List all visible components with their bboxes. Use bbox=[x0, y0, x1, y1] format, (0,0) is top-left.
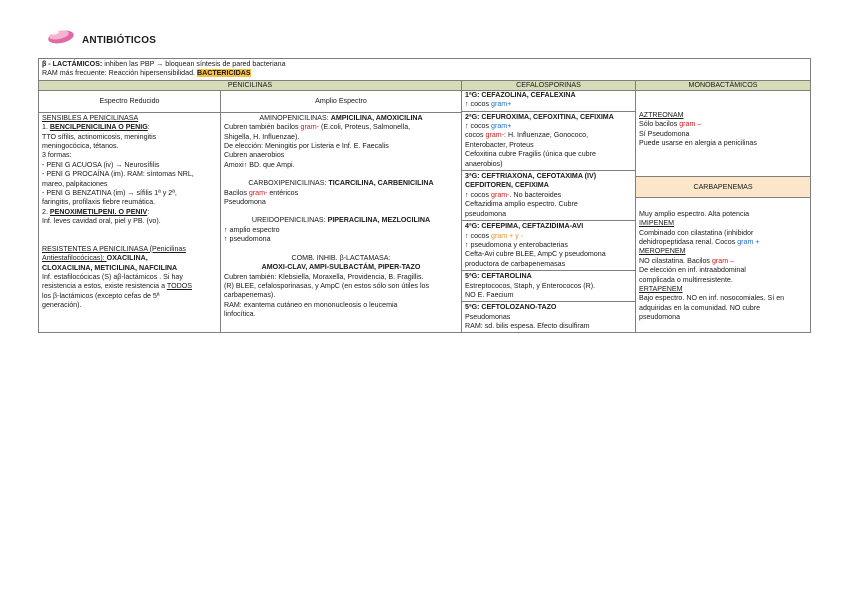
text-reducido-r2-u: TODOS bbox=[166, 282, 192, 291]
text-cefa-g3-l1-b: . No bacteroides bbox=[509, 190, 562, 199]
intro-bold: β - LACTÁMICOS: bbox=[42, 60, 103, 68]
text-cefa-g4-l1-or: gram + y - bbox=[491, 231, 524, 240]
text-amplio-c1-a: Bacilos bbox=[224, 188, 249, 197]
text-carba-me3: complicada o multirresistente. bbox=[639, 275, 733, 284]
ureidopenicilinas-drugs: PIPERACILINA, MEZLOCILINA bbox=[327, 216, 431, 225]
text-cefa-g5-l3: Pseudomonas bbox=[465, 312, 511, 321]
monobactamicos-cell bbox=[636, 90, 811, 332]
text-carba-me1-red: gram – bbox=[711, 256, 735, 265]
monobactamicos-header: MONOBACTÁMICOS bbox=[636, 80, 811, 90]
text-cefa-g3-l3: pseudomona bbox=[465, 209, 507, 218]
text-cefa-g2-l2-red: gram- bbox=[485, 131, 505, 140]
text-reducido-l1: TTO sífilis, actinomicosis, meningitis bbox=[42, 132, 157, 141]
text-cefa-g5-l2: NO E. Faecium bbox=[465, 290, 514, 299]
text-reducido-l4: - PENI G ACUOSA (iv) → Neurosífilis bbox=[42, 160, 160, 169]
gram-positive-label: gram+ bbox=[491, 100, 512, 109]
text-carba-i2-a: dehidropeptidasa renal. Cocos bbox=[639, 238, 738, 247]
text-cefa-g2-l2-b: : H. Influenzae, Gonococo, bbox=[504, 131, 589, 140]
text-amplio-m2: (R) BLEE, cefalosporinasas, y AmpC (en estos sólo son útiles los bbox=[224, 281, 430, 290]
espectro-reducido-header: Espectro Reducido bbox=[39, 90, 221, 112]
text-reducido-l2: meningocócica, tétanos. bbox=[42, 142, 119, 151]
text-cefa-g1-l1-a: ↑ cocos bbox=[465, 100, 492, 109]
penicilinas-header: PENICILINAS bbox=[39, 80, 462, 90]
text-amplio-comb-t: COMB. INHIB. β-LACTAMASA: bbox=[291, 253, 391, 262]
text-reducido-l5: - PENI G PROCAÍNA (im). RAM: síntomas NRL, bbox=[42, 170, 194, 179]
document-header bbox=[46, 21, 156, 47]
text-amplio-a2: Shigella, H. Influenzae). bbox=[224, 132, 300, 141]
text-cefa-g2-l5: anaerobios) bbox=[465, 159, 503, 168]
text-amplio-a3: De elección: Meningitis por Listeria e Inf. E. Faecalis bbox=[224, 142, 389, 151]
text-mono-a2: Sí Pseudomona bbox=[639, 129, 690, 138]
text-amplio-amino-t: AMINOPENICILINAS: bbox=[259, 113, 331, 122]
cefalosporinas-cell bbox=[462, 90, 636, 332]
text-reducido-l7: - PENI G BENZATINA (im) → sífilis 1ª y 2ª, bbox=[42, 189, 177, 198]
sensibles-title: SENSIBLES A PENICILINASA bbox=[42, 113, 139, 122]
text-carba-me1-a: NO cilastatina. Bacilos bbox=[639, 256, 712, 265]
antibiotics-table bbox=[38, 58, 810, 333]
text-reducido-p1: 1. bbox=[42, 123, 50, 132]
aztreonam-title: AZTREONAM bbox=[639, 110, 684, 119]
ertapenem-title: ERTAPENEM bbox=[639, 285, 683, 294]
inhibidores-drugs: AMOXI-CLAV, AMPI-SULBACTÁM, PIPER-TAZO bbox=[261, 263, 421, 272]
text-reducido-p2-bold: PENOXIMETILPENI. O PENIV bbox=[49, 207, 148, 216]
text-amplio-a5: Amoxi↑ BD. que Ampi. bbox=[224, 160, 295, 169]
text-reducido-p1-end: : bbox=[147, 123, 150, 132]
text-cefa-g4-l1-a: ↑ cocos bbox=[465, 231, 492, 240]
text-reducido-r2-a: resistencia a estos, existe resistencia a bbox=[42, 282, 167, 291]
text-reducido-r1: Inf. estafilocócicas (S) aβ-lactámicos . Si hay bbox=[42, 272, 183, 281]
text-amplio-c1-b: entéricos bbox=[267, 188, 299, 197]
text-reducido-l9: Inf. leves cavidad oral, piel y PB. (vo). bbox=[42, 217, 161, 226]
text-mono-a1-red: gram – bbox=[679, 120, 702, 129]
aminopenicilinas-drugs: AMPICILINA, AMOXICILINA bbox=[330, 113, 423, 122]
text-reducido-l6: mareo, palpitaciones bbox=[42, 179, 108, 188]
text-reducido-res-bold1: OXACILINA, bbox=[106, 254, 148, 263]
page-title: ANTIBIÓTICOS bbox=[82, 34, 157, 46]
text-cefa-g2-l1-blue: gram+ bbox=[491, 122, 512, 131]
text-amplio-u1: ↑ amplio espectro bbox=[224, 225, 280, 234]
text-cefa-g5-l1: Estreptococos, Staph, y Enterococos (R). bbox=[465, 281, 596, 290]
text-reducido-l8: faringitis, profilaxis fiebre reumática. bbox=[42, 198, 156, 207]
cefa-5g-ceftolozano-title: 5ªG: CEFTOLOZANO-TAZO bbox=[465, 303, 557, 312]
espectro-reducido-cell bbox=[39, 112, 221, 332]
text-reducido-p1-bold: BENCILPENICILINA O PENIG bbox=[49, 123, 148, 132]
text-amplio-a1-b: (E.coli, Proteus, Salmonella, bbox=[319, 123, 411, 132]
text-cefa-g2-l2-a: cocos bbox=[465, 131, 486, 140]
text-amplio-a1-a: Cubren también bacilos bbox=[224, 123, 301, 132]
text-carba-e2: adquiridas en la comunidad. NO cubre bbox=[639, 303, 761, 312]
text-amplio-m5: linfocítica. bbox=[224, 310, 256, 319]
ram-text: RAM más frecuente: Reacción hipersensibilidad. bbox=[42, 69, 197, 78]
text-amplio-m4: RAM: exantema cutáneo en mononucleosis o leucemia bbox=[224, 300, 398, 309]
text-reducido-p2: 2. bbox=[42, 207, 50, 216]
text-carba-intro: Muy amplio espectro. Alta potencia bbox=[639, 209, 750, 218]
text-cefa-g4-l3: Cefta-Avi cubre BLEE, AmpC y pseudomona bbox=[465, 250, 606, 259]
text-cefa-g2-l3: Enterobacter, Proteus bbox=[465, 140, 534, 149]
imipenem-title: IMIPENEM bbox=[639, 219, 675, 228]
amplio-espectro-header: Amplio Espectro bbox=[221, 90, 462, 112]
text-amplio-ureido-t: UREIDOPENICILINAS: bbox=[251, 216, 328, 225]
text-carba-me2: De elección en inf. intraabdominal bbox=[639, 266, 746, 275]
cefa-3g-title: 3ªG: CEFTRIAXONA, CEFOTAXIMA (IV) bbox=[465, 172, 597, 181]
text-amplio-carboxi-t: CARBOXIPENICILINAS: bbox=[248, 179, 329, 188]
text-carba-i1: Combinado con cilastatina (inhibidor bbox=[639, 228, 754, 237]
cefa-4g-title: 4ªG: CEFEPIMA, CEFTAZIDIMA-AVI bbox=[465, 222, 584, 231]
text-amplio-m3: carbapenemas). bbox=[224, 291, 276, 300]
text-cefa-g4-l4: productora de carbapenemasas bbox=[465, 259, 566, 268]
text-reducido-l3: 3 formas: bbox=[42, 151, 72, 160]
bactericidas-highlight: BACTERICIDAS bbox=[196, 69, 251, 78]
text-amplio-c2: Pseudomona bbox=[224, 198, 266, 207]
text-reducido-p2-end: : bbox=[147, 207, 150, 216]
text-carba-i2-blue: gram + bbox=[737, 238, 760, 247]
cefa-2g-title: 2ªG: CEFUROXIMA, CEFOXITINA, CEFIXIMA bbox=[465, 112, 614, 121]
text-cefa-g3-b2: CEFDITOREN, CEFIXIMA bbox=[465, 181, 549, 190]
carbapenemas-header: CARBAPENEMAS bbox=[636, 176, 810, 198]
text-carba-e3: pseudomona bbox=[639, 313, 681, 322]
text-cefa-g3-l2: Ceftazidima amplio espectro. Cubre bbox=[465, 200, 578, 209]
carboxipenicilinas-drugs: TICARCILINA, CARBENICILINA bbox=[328, 179, 434, 188]
text-carba-e1: Bajo espectro. NO en inf. nosocomiales. Sí en bbox=[639, 294, 785, 303]
text-amplio-c1-red: gram- bbox=[248, 188, 268, 197]
amplio-espectro-cell bbox=[221, 112, 462, 332]
cefa-1g-title: 1ªG: CEFAZOLINA, CEFALEXINA bbox=[465, 90, 576, 99]
text-reducido-r4: generación). bbox=[42, 301, 82, 310]
text-reducido-r3: los β-lactámicos (excepto cefas de 5ª bbox=[42, 291, 160, 300]
text-cefa-g4-l2: ↑ pseudomona y enterobacterias bbox=[465, 240, 568, 249]
text-cefa-g2-l1-a: ↑ cocos bbox=[465, 122, 492, 131]
text-amplio-a1-red: gram- bbox=[300, 123, 320, 132]
text-amplio-m1: Cubren también: Klebsiella, Moraxella, Providencia, B. Fragillis. bbox=[224, 272, 424, 281]
text-mono-a3: Puede usarse en alergia a penicilinas bbox=[639, 139, 757, 148]
text-cefa-g2-l4: Cefoxitina cubre Fragilis (única que cubre bbox=[465, 150, 596, 159]
pill-icon bbox=[46, 24, 76, 44]
text-cefa-g3-l1-red: gram- bbox=[491, 190, 510, 199]
text-reducido-res-bold2: CLOXACILINA, METICILINA, NAFCILINA bbox=[42, 263, 178, 272]
intro-text: inhiben las PBP → bloquean síntesis de pared bacteriana bbox=[102, 60, 286, 68]
text-cefa-g3-l1-a: ↑ cocos bbox=[465, 190, 492, 199]
text-amplio-a4: Cubren anaerobios bbox=[224, 151, 285, 160]
intro-row bbox=[39, 59, 811, 81]
text-reducido-res-title2: Antiestafilocócicas): bbox=[42, 254, 107, 263]
cefalosporinas-header: CEFALOSPORINAS bbox=[462, 80, 636, 90]
text-amplio-u2: ↑ pseudomona bbox=[224, 235, 271, 244]
resistentes-title: RESISTENTES A PENICILINASA (Penicilinas bbox=[42, 244, 186, 253]
text-mono-a1-a: Sólo bacilos bbox=[639, 120, 680, 129]
text-cefa-g5-l4: RAM: sd. bilis espesa. Efecto disulfiram bbox=[465, 322, 590, 331]
meropenem-title: MEROPENEM bbox=[639, 247, 686, 256]
cefa-5g-title: 5ªG: CEFTAROLINA bbox=[465, 272, 532, 281]
